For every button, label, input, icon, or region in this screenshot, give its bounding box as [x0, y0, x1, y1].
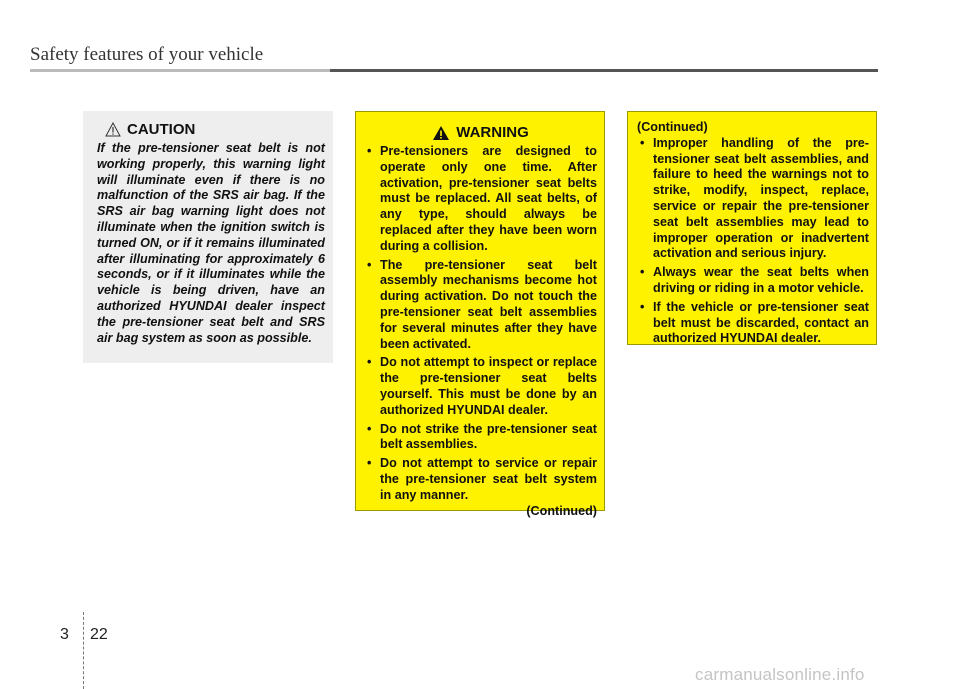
warning-heading — [364, 124, 597, 141]
warning-box — [355, 111, 605, 518]
warning-item: • The pre-tensioner seat belt assembly mechanisms become hot during activation. Do not touch the pre-tensioner seat belt assemblies for several minutes after they have been activated. — [364, 258, 597, 353]
continued-warning-box — [627, 111, 877, 345]
continued-item: • If the vehicle or pre-tensioner seat belt must be discarded, contact an authorized HYUNDAI dealer. — [637, 300, 869, 347]
warning-item: • Do not attempt to inspect or replace the pre-tensioner seat belts yourself. This must be done by an authorized HYUNDAI dealer. — [364, 355, 597, 418]
continued-item: • Always wear the seat belts when driving or riding in a motor vehicle. — [637, 265, 869, 297]
warning-list — [364, 144, 597, 504]
caution-heading — [97, 121, 325, 138]
caution-text: If the pre-tensioner seat belt is not working properly, this warning light will illuminate even if there is no malfunction of the SRS air bag. If the SRS air bag warning light does not illuminate when the ignition switch is turned ON, or if it remains illuminated after illuminating for approximately 6 seconds, or if it illuminates while the vehicle is being driven, have an authorized HYUNDAI dealer inspect the pre-tensioner seat belt and SRS air bag system as soon as possible. — [97, 141, 325, 345]
caution-box — [83, 111, 333, 363]
page-header-title: Safety features of your vehicle — [30, 44, 264, 65]
footer-divider — [83, 612, 84, 689]
warning-item: • Do not attempt to service or repair the pre-tensioner seat belt system in any manner. — [364, 456, 597, 503]
watermark: carmanualsonline.info — [695, 665, 865, 684]
warning-item: • Do not strike the pre-tensioner seat belt assemblies. — [364, 422, 597, 454]
warning-triangle-filled-icon — [432, 125, 450, 141]
caution-triangle-outline-icon — [105, 122, 121, 137]
continued-item: • Improper handling of the pre-tensioner seat belt assemblies, and failure to heed the warnings not to strike, modify, inspect, replace, service or repair the pre-tensioner seat belt assemblies may lead to improper operation or inadvertent activation and serious injury. — [637, 136, 869, 262]
warning-item: • Pre-tensioners are designed to operate only one time. After activation, pre-tensioner seat belts must be replaced. All seat belts, of any type, should always be replaced after they have been worn during a collision. — [364, 144, 597, 255]
warning-continued-label: (Continued) — [526, 503, 597, 518]
page-number: 22 — [90, 626, 108, 643]
caution-title: CAUTION — [127, 121, 196, 138]
chapter-number: 3 — [60, 626, 69, 643]
continued-list — [637, 136, 869, 347]
continued-label: (Continued) — [637, 120, 708, 134]
warning-title: WARNING — [456, 124, 529, 141]
header-rule — [30, 69, 878, 72]
